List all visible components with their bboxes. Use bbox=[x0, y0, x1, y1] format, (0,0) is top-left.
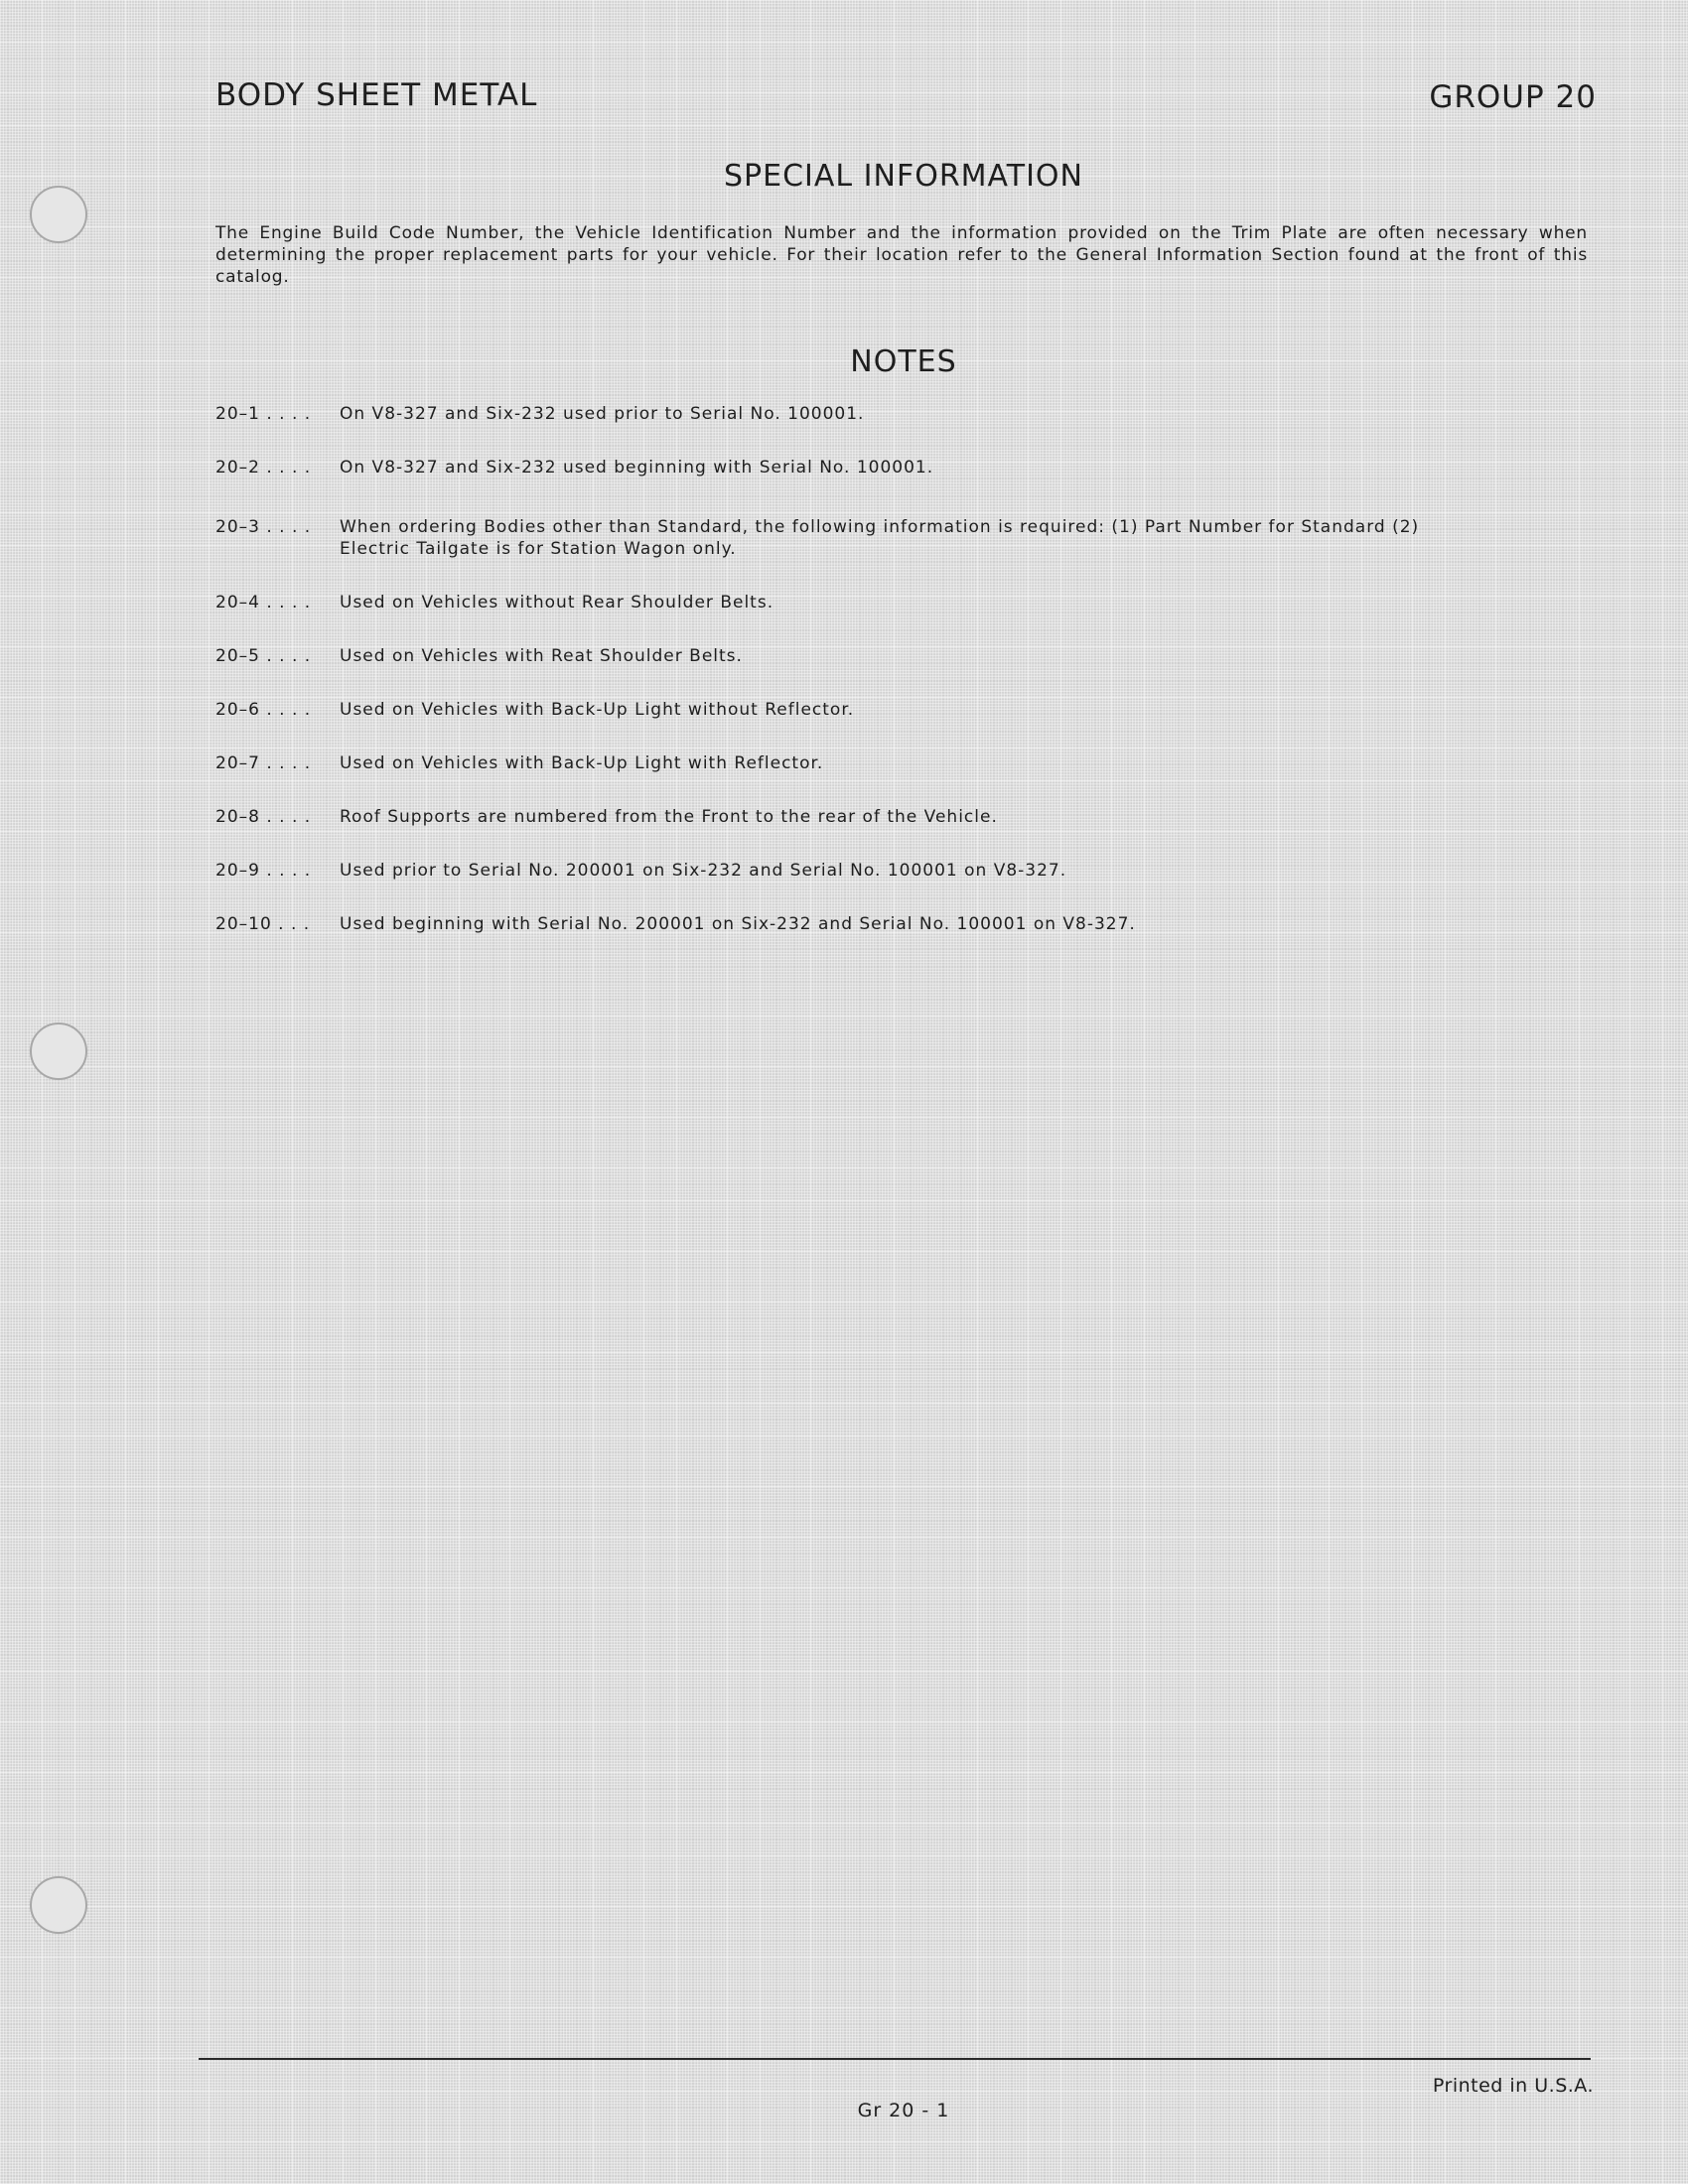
note-number: 20–9 . . . . bbox=[215, 861, 312, 881]
note-text: Used prior to Serial No. 200001 on Six-232 and Serial No. 100001 on V8-327. bbox=[340, 861, 1067, 881]
printed-in-label: Printed in U.S.A. bbox=[1432, 2075, 1594, 2097]
punch-hole-top bbox=[30, 186, 87, 243]
note-text: On V8-327 and Six-232 used beginning with Serial No. 100001. bbox=[340, 458, 934, 478]
note-text: When ordering Bodies other than Standard, the following information is required: (1) Part Number for Standard (2) Electric Tailgate is for Station Wagon only. bbox=[340, 517, 1420, 559]
note-text: Used on Vehicles with Back-Up Light without Reflector. bbox=[340, 700, 855, 720]
special-information-text: The Engine Build Code Number, the Vehicle Identification Number and the information provided on the Trim Plate are often necessary when determining the proper replacement parts for your vehicle. For their location refer to the General Information Section found at the front of this catalog. bbox=[215, 223, 1588, 287]
note-text: Used on Vehicles without Rear Shoulder Belts. bbox=[340, 593, 774, 613]
note-number: 20–3 . . . . bbox=[215, 517, 312, 537]
note-number: 20–4 . . . . bbox=[215, 593, 312, 613]
note-number: 20–8 . . . . bbox=[215, 807, 312, 827]
special-information-title: SPECIAL INFORMATION bbox=[724, 159, 1083, 194]
note-text: Roof Supports are numbered from the Front to the rear of the Vehicle. bbox=[340, 807, 998, 827]
header-section-name: BODY SHEET METAL bbox=[215, 77, 538, 113]
punch-hole-middle bbox=[30, 1023, 87, 1080]
header-group-number: GROUP 20 bbox=[1429, 79, 1597, 115]
punch-hole-bottom bbox=[30, 1876, 87, 1934]
footer-divider bbox=[199, 2058, 1591, 2060]
note-number: 20–7 . . . . bbox=[215, 753, 312, 773]
note-text: On V8-327 and Six-232 used prior to Serial No. 100001. bbox=[340, 404, 865, 424]
notes-title: NOTES bbox=[850, 344, 957, 379]
note-number: 20–1 . . . . bbox=[215, 404, 312, 424]
page-number: Gr 20 - 1 bbox=[857, 2100, 950, 2121]
note-number: 20–10 . . . bbox=[215, 914, 311, 934]
note-number: 20–2 . . . . bbox=[215, 458, 312, 478]
note-text: Used beginning with Serial No. 200001 on Six-232 and Serial No. 100001 on V8-327. bbox=[340, 914, 1136, 934]
note-number: 20–6 . . . . bbox=[215, 700, 312, 720]
note-text: Used on Vehicles with Reat Shoulder Belts. bbox=[340, 646, 743, 666]
note-number: 20–5 . . . . bbox=[215, 646, 312, 666]
note-text: Used on Vehicles with Back-Up Light with Reflector. bbox=[340, 753, 824, 773]
